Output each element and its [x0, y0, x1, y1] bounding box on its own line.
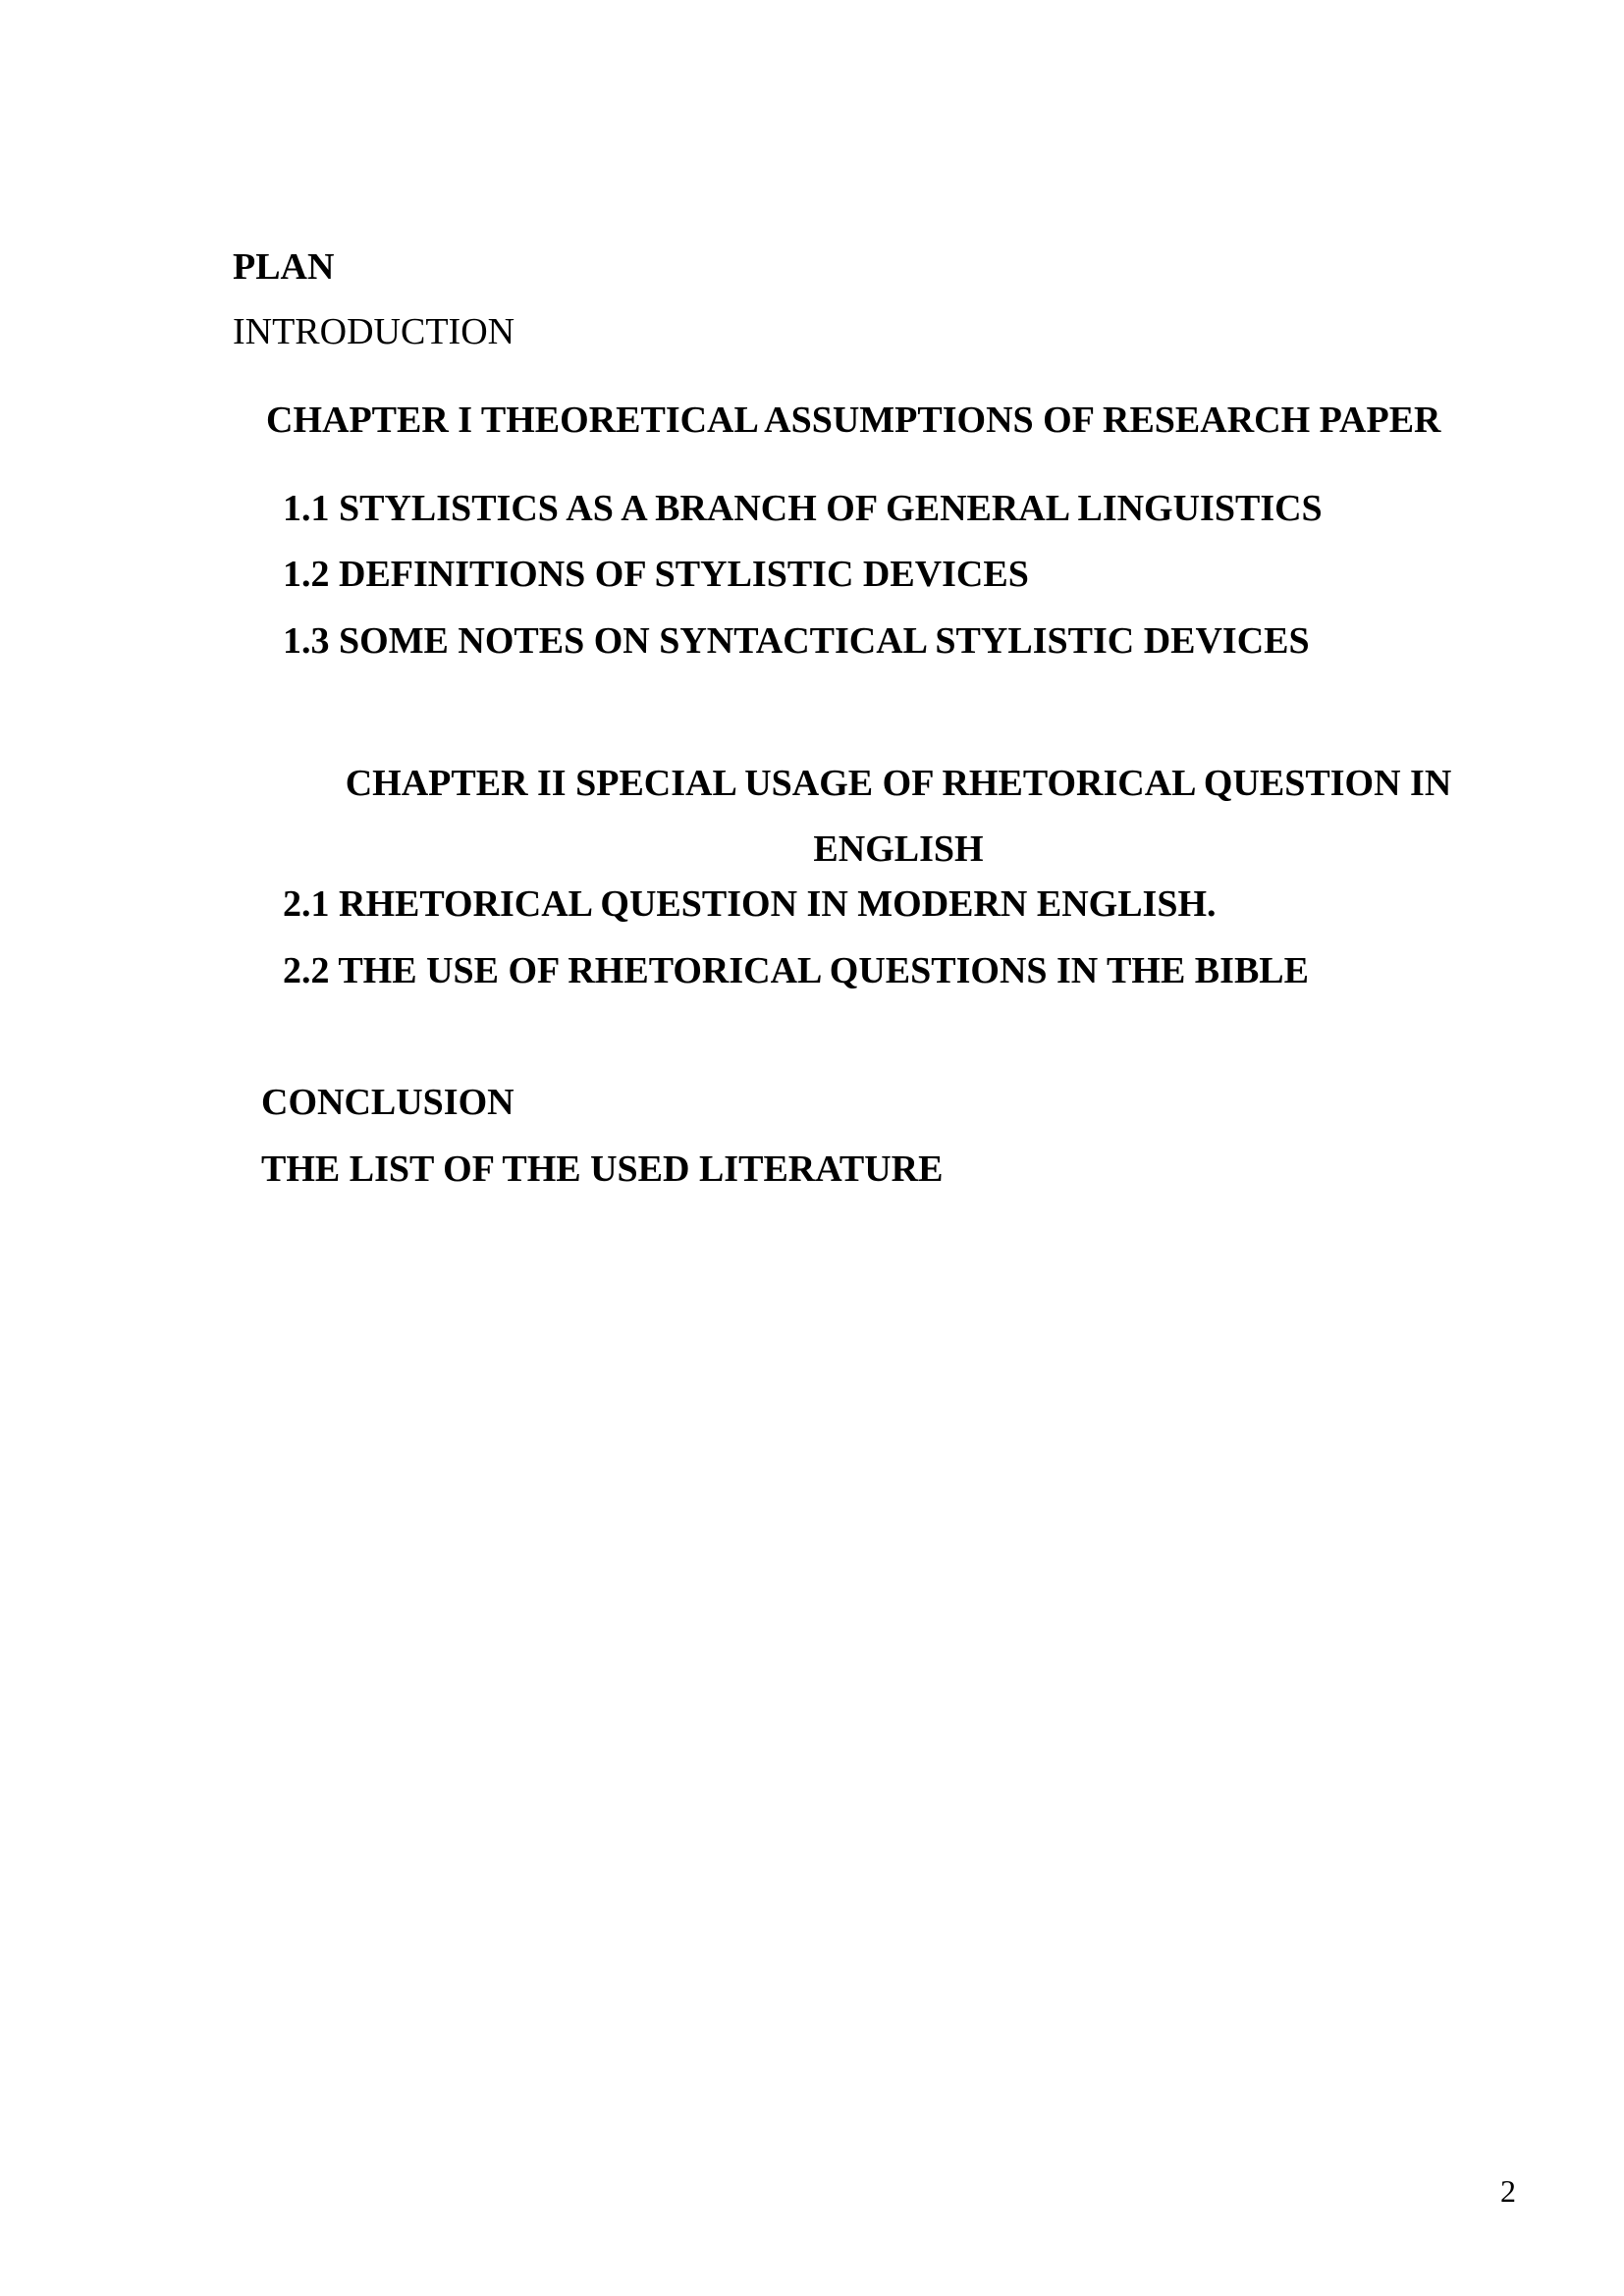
- chapter-2-title: [285, 751, 1512, 882]
- section-2-2: 2.2 THE USE OF RHETORICAL QUESTIONS IN THE BIBLE: [283, 950, 1309, 991]
- introduction-entry: INTRODUCTION: [233, 311, 515, 352]
- chapter-1-title: CHAPTER I THEORETICAL ASSUMPTIONS OF RESEARCH PAPER: [266, 400, 1441, 441]
- conclusion-entry: CONCLUSION: [261, 1082, 514, 1123]
- section-2-1: 2.1 RHETORICAL QUESTION IN MODERN ENGLISH.: [283, 883, 1217, 925]
- plan-heading: PLAN: [233, 246, 335, 288]
- section-1-3: 1.3 SOME NOTES ON SYNTACTICAL STYLISTIC DEVICES: [283, 620, 1310, 662]
- chapter-2-title-line-1: CHAPTER II SPECIAL USAGE OF RHETORICAL QUESTION IN: [345, 763, 1452, 804]
- section-1-1: 1.1 STYLISTICS AS A BRANCH OF GENERAL LINGUISTICS: [283, 488, 1323, 529]
- page-number: 2: [1500, 2173, 1516, 2209]
- chapter-2-title-line-2: ENGLISH: [813, 828, 984, 870]
- section-1-2: 1.2 DEFINITIONS OF STYLISTIC DEVICES: [283, 554, 1029, 595]
- literature-entry: THE LIST OF THE USED LITERATURE: [261, 1148, 944, 1190]
